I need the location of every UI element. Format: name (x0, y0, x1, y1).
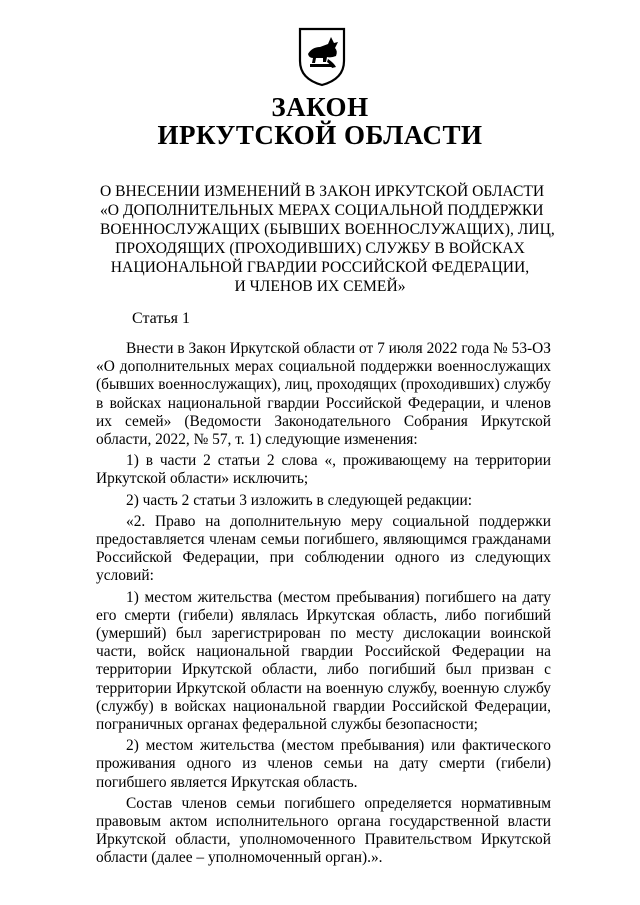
article-heading: Статья 1 (132, 310, 190, 327)
paragraph: «2. Право на дополнительную меру социальной поддержки предоставляется членам семьи погибшего, являющимся гражданами Российской Федерации, при соблюдении одного из следующих условий: (96, 512, 551, 585)
paragraph: 2) местом жительства (местом пребывания) или фактического проживания одного из членов семьи на дату смерти (гибели) погибшего является Иркутская область. (96, 737, 551, 791)
subtitle-line: О ВНЕСЕНИИ ИЗМЕНЕНИЙ В ЗАКОН ИРКУТСКОЙ ОБЛАСТИ (100, 183, 545, 200)
paragraph: Внести в Закон Иркутской области от 7 июля 2022 года № 53-ОЗ «О дополнительных мерах социальной поддержки военнослужащих (бывших военнослужащих), лиц, проходящих (проходивших) службу в войсках национальной гвардии Российской Федерации, и членов их семей» (Ведомости Законодательного Собрания Иркутской области, 2022, № 57, т. 1) следующие изменения: (96, 340, 551, 449)
paragraph: 1) в части 2 статьи 2 слова «, проживающему на территории Иркутской области» исключить; (96, 452, 551, 488)
law-subtitle (100, 182, 555, 296)
subtitle-line: НАЦИОНАЛЬНОЙ ГВАРДИИ РОССИЙСКОЙ ФЕДЕРАЦИИ, (110, 259, 530, 276)
article-body (96, 340, 551, 868)
paragraph: 2) часть 2 статьи 3 изложить в следующей редакции: (126, 491, 473, 509)
law-title: ЗАКОН (271, 92, 369, 122)
subtitle-line: ВОЕННОСЛУЖАЩИХ (БЫВШИХ ВОЕННОСЛУЖАЩИХ), ЛИЦ, (100, 221, 555, 238)
subtitle-line: ПРОХОДЯЩИХ (ПРОХОДИВШИХ) СЛУЖБУ В ВОЙСКАХ (115, 240, 525, 257)
subtitle-line: И ЧЛЕНОВ ИХ СЕМЕЙ» (234, 278, 406, 295)
region-title: ИРКУТСКОЙ ОБЛАСТИ (157, 120, 483, 150)
paragraph: Состав членов семьи погибшего определяется нормативным правовым актом исполнительного органа государственной власти Иркутской области, уполномоченного Правительством Иркутской области (далее – уполномоченный орган).». (96, 794, 551, 867)
subtitle-line: «О ДОПОЛНИТЕЛЬНЫХ МЕРАХ СОЦИАЛЬНОЙ ПОДДЕРЖКИ (100, 202, 544, 219)
irkutsk-coat-of-arms-icon (298, 27, 346, 87)
paragraph: 1) местом жительства (местом пребывания) погибшего на дату его смерти (гибели) являлась Иркутская область, либо погибший (умерший) был зарегистрирован по месту дислокации воинской части, войск национальной гвардии Российской Федерации на территории Иркутской области, либо погибший был призван с территории Иркутской области на военную службу, военную службу (службу) в войсках национальной гвардии Российской Федерации, пограничных органах федеральной службы безопасности; (96, 588, 551, 734)
